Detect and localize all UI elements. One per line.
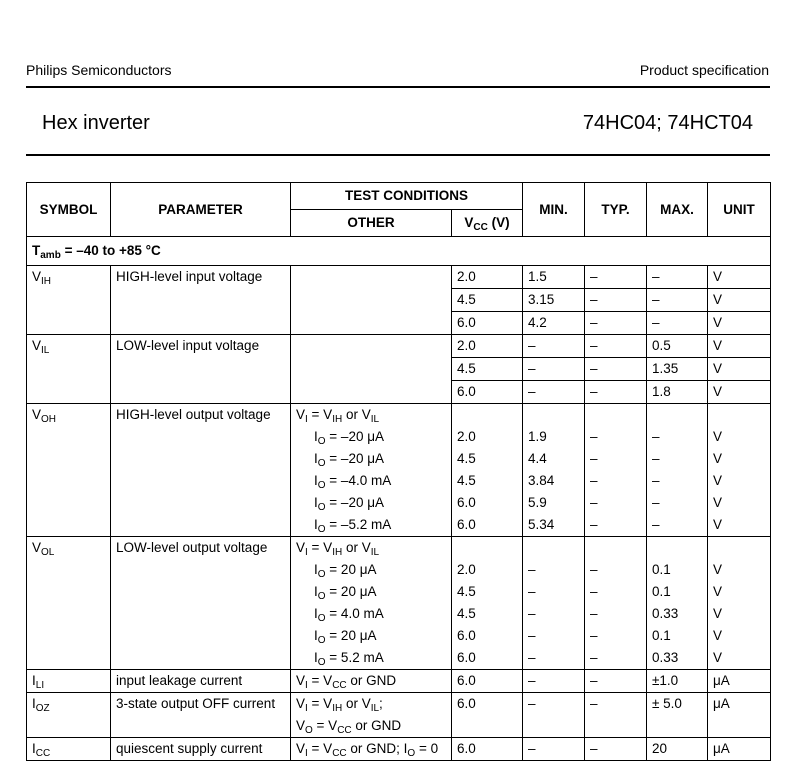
other-cell xyxy=(291,266,452,335)
vcc-cell: 6.0 xyxy=(452,381,523,404)
other-cell xyxy=(291,537,452,670)
doc-title: Hex inverter xyxy=(42,112,150,134)
min-cell: 4.2 xyxy=(523,312,585,335)
unit-cell: V xyxy=(708,312,771,335)
cond-line: $I_O = 5.2$ mA xyxy=(314,650,384,668)
typ-cell: – xyxy=(585,289,647,312)
cond-line: $I_O = 20$ μA xyxy=(314,628,377,646)
max-cell: 0.1 0.1 0.33 0.1 0.33 xyxy=(647,537,708,670)
part-number: 74HC04; 74HCT04 xyxy=(582,112,753,134)
vcc-cell: 2.0 4.5 4.5 6.0 6.0 xyxy=(452,537,523,670)
col-min: MIN. xyxy=(523,183,585,237)
row-voh xyxy=(27,404,771,537)
min-cell: 1.5 xyxy=(523,266,585,289)
unit-cell: V xyxy=(708,335,771,358)
symbol-cell: $V_{OH}$ xyxy=(27,404,111,537)
max-cell: 0.5 xyxy=(647,335,708,358)
vcc-cell: 2.0 4.5 4.5 6.0 6.0 xyxy=(452,404,523,537)
col-other: OTHER xyxy=(291,210,452,237)
unit-cell: V V V V V xyxy=(708,404,771,537)
cond-head: $V_I = V_{IH}$ or $V_{IL}$ xyxy=(296,540,380,558)
cond-line: $I_O = -20$ μA xyxy=(314,429,384,447)
symbol-cell: $V_{OL}$ xyxy=(27,537,111,670)
max-cell: 1.8 xyxy=(647,381,708,404)
typ-cell: – xyxy=(585,335,647,358)
cond-line: $I_O = 20$ μA xyxy=(314,584,377,602)
typ-cell: – – – – – xyxy=(585,404,647,537)
parameter-cell: LOW-level input voltage xyxy=(111,335,291,404)
col-symbol: SYMBOL xyxy=(27,183,111,237)
max-cell: 1.35 xyxy=(647,358,708,381)
typ-cell: – xyxy=(585,266,647,289)
spec-table xyxy=(26,182,771,761)
min-cell: 3.15 xyxy=(523,289,585,312)
vcc-cell: 6.0 xyxy=(452,312,523,335)
temp-section: $T_{amb} = -40$ to +85 °C xyxy=(27,237,771,266)
cond-line: $I_O = 4.0$ mA xyxy=(314,606,384,624)
symbol-cell: $V_{IL}$ xyxy=(27,335,111,404)
col-vcc: $V_{CC}$ (V) xyxy=(452,210,523,237)
min-cell: – xyxy=(523,335,585,358)
row-ioz: $I_{OZ}$ 3-state output OFF current $V_I = V_{IH}$ or $V_{IL}$; $V_O = V_{CC}$ or GND 6.0 – – ± 5.0 μA xyxy=(27,693,771,738)
cond-line: $I_O = -20$ μA xyxy=(314,495,384,513)
vcc-cell: 4.5 xyxy=(452,289,523,312)
max-cell: – xyxy=(647,289,708,312)
table-row xyxy=(27,335,771,358)
max-cell: – xyxy=(647,312,708,335)
min-cell: 1.9 4.4 3.84 5.9 5.34 xyxy=(523,404,585,537)
max-cell: – xyxy=(647,266,708,289)
row-ili: $I_{LI}$ input leakage current $V_I = V_{CC}$ or GND 6.0 – – ±1.0 μA xyxy=(27,670,771,693)
unit-cell: V xyxy=(708,358,771,381)
vcc-cell: 2.0 xyxy=(452,266,523,289)
cond-line: $I_O = -4.0$ mA xyxy=(314,473,392,491)
parameter-cell: HIGH-level input voltage xyxy=(111,266,291,335)
cond-line: $I_O = 20$ μA xyxy=(314,562,377,580)
vcc-cell: 2.0 xyxy=(452,335,523,358)
parameter-cell: LOW-level output voltage xyxy=(111,537,291,670)
row-vol xyxy=(27,537,771,670)
min-cell: – xyxy=(523,358,585,381)
col-parameter: PARAMETER xyxy=(111,183,291,237)
top-rule xyxy=(26,86,770,88)
unit-cell: V xyxy=(708,289,771,312)
max-cell: – – – – – xyxy=(647,404,708,537)
typ-cell: – xyxy=(585,381,647,404)
unit-cell: V xyxy=(708,266,771,289)
cond-line: $I_O = -20$ μA xyxy=(314,451,384,469)
typ-cell: – xyxy=(585,358,647,381)
cond-line: $I_O = -5.2$ mA xyxy=(314,517,392,535)
unit-cell: V V V V V xyxy=(708,537,771,670)
row-icc: $I_{CC}$ quiescent supply current $V_I = V_{CC}$ or GND; $I_O = 0$ 6.0 – – 20 μA xyxy=(27,738,771,761)
col-max: MAX. xyxy=(647,183,708,237)
other-cell xyxy=(291,404,452,537)
doc-type: Product specification xyxy=(639,62,769,78)
unit-cell: V xyxy=(708,381,771,404)
table-row xyxy=(27,266,771,289)
title-rule xyxy=(26,154,770,156)
col-test-conditions: TEST CONDITIONS xyxy=(291,183,523,210)
company-name: Philips Semiconductors xyxy=(26,62,172,78)
col-unit: UNIT xyxy=(708,183,771,237)
min-cell: – – – – – xyxy=(523,537,585,670)
typ-cell: – – – – – xyxy=(585,537,647,670)
other-cell xyxy=(291,335,452,404)
parameter-cell: HIGH-level output voltage xyxy=(111,404,291,537)
typ-cell: – xyxy=(585,312,647,335)
cond-head: $V_I = V_{IH}$ or $V_{IL}$ xyxy=(296,407,380,425)
vcc-cell: 4.5 xyxy=(452,358,523,381)
min-cell: – xyxy=(523,381,585,404)
symbol-cell: $V_{IH}$ xyxy=(27,266,111,335)
col-typ: TYP. xyxy=(585,183,647,237)
